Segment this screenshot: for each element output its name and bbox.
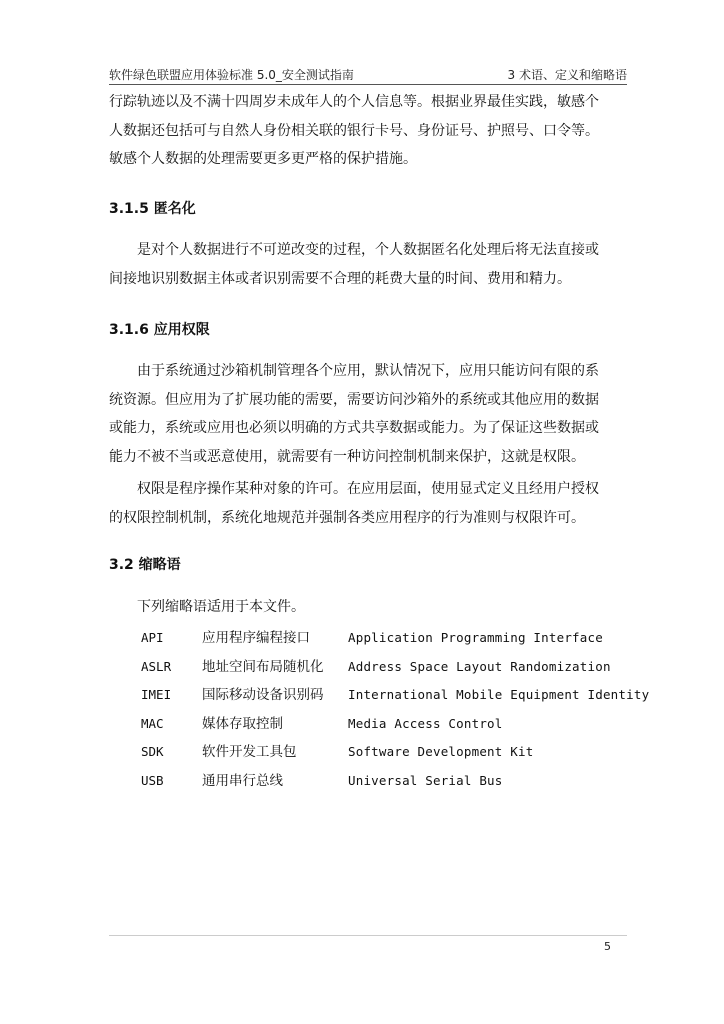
abbreviation-english: Software Development Kit [348, 744, 534, 759]
abbreviation-chinese: 应用程序编程接口 [202, 630, 310, 646]
paragraph-line: 由于系统通过沙箱机制管理各个应用，默认情况下，应用只能访问有限的系 [109, 363, 599, 379]
abbreviation-english: Universal Serial Bus [348, 772, 503, 788]
paragraph-line: 权限是程序操作某种对象的许可。在应用层面，使用显式定义且经用户授权 [109, 481, 599, 497]
abbreviation-term: IMEI [141, 687, 172, 702]
anonymization-paragraph [109, 236, 627, 293]
section-heading-3-1-5: 3.1.5 匿名化 [109, 201, 196, 217]
header-chapter-title: 3 术语、定义和缩略语 [507, 68, 627, 82]
abbreviation-chinese: 国际移动设备识别码 [202, 687, 324, 703]
abbreviation-english: Application Programming Interface [348, 630, 603, 645]
abbreviation-term: MAC [141, 715, 164, 731]
paragraph-line: 或能力，系统或应用也必须以明确的方式共享数据或能力。为了保证这些数据或 [109, 420, 599, 436]
paragraph-line: 敏感个人数据的处理需要更多更严格的保护措施。 [109, 151, 417, 167]
header-document-title: 软件绿色联盟应用体验标准 5.0_安全测试指南 [109, 68, 354, 82]
abbreviation-term: SDK [141, 744, 164, 759]
page-header [109, 66, 627, 85]
footer-divider [109, 935, 627, 936]
paragraph-line: 是对个人数据进行不可逆改变的过程，个人数据匿名化处理后将无法直接或 [109, 242, 599, 258]
abbreviation-chinese: 软件开发工具包 [202, 744, 297, 760]
permissions-paragraph-1 [109, 357, 627, 471]
abbreviation-english: Address Space Layout Randomization [348, 658, 611, 674]
paragraph-line: 的权限控制机制，系统化地规范并强制各类应用程序的行为准则与权限许可。 [109, 509, 585, 526]
paragraph-line: 能力不被不当或恶意使用，就需要有一种访问控制机制来保护，这就是权限。 [109, 448, 585, 465]
paragraph-line: 下列缩略语适用于本文件。 [109, 599, 305, 615]
abbreviation-term: USB [141, 772, 164, 788]
permissions-paragraph-2 [109, 475, 627, 532]
section-heading-3-1-6: 3.1.6 应用权限 [109, 322, 210, 338]
abbreviation-chinese: 地址空间布局随机化 [202, 658, 324, 675]
page-number: 5 [604, 940, 611, 953]
abbreviations-intro [109, 593, 627, 622]
abbreviation-english: Media Access Control [348, 715, 503, 731]
abbreviation-term: ASLR [141, 658, 172, 674]
paragraph-line: 间接地识别数据主体或者识别需要不合理的耗费大量的时间、费用和精力。 [109, 270, 571, 287]
abbreviation-chinese: 通用串行总线 [202, 772, 283, 789]
paragraph-line: 行踪轨迹以及不满十四周岁未成年人的个人信息等。根据业界最佳实践，敏感个 [109, 94, 599, 110]
intro-paragraph [109, 88, 627, 174]
abbreviation-term: API [141, 630, 164, 645]
paragraph-line: 人数据还包括可与自然人身份相关联的银行卡号、身份证号、护照号、口令等。 [109, 122, 599, 139]
paragraph-line: 统资源。但应用为了扩展功能的需要，需要访问沙箱外的系统或其他应用的数据 [109, 391, 599, 408]
abbreviation-chinese: 媒体存取控制 [202, 715, 283, 732]
abbreviation-english: International Mobile Equipment Identity [348, 687, 650, 702]
section-heading-3-2: 3.2 缩略语 [109, 557, 181, 573]
